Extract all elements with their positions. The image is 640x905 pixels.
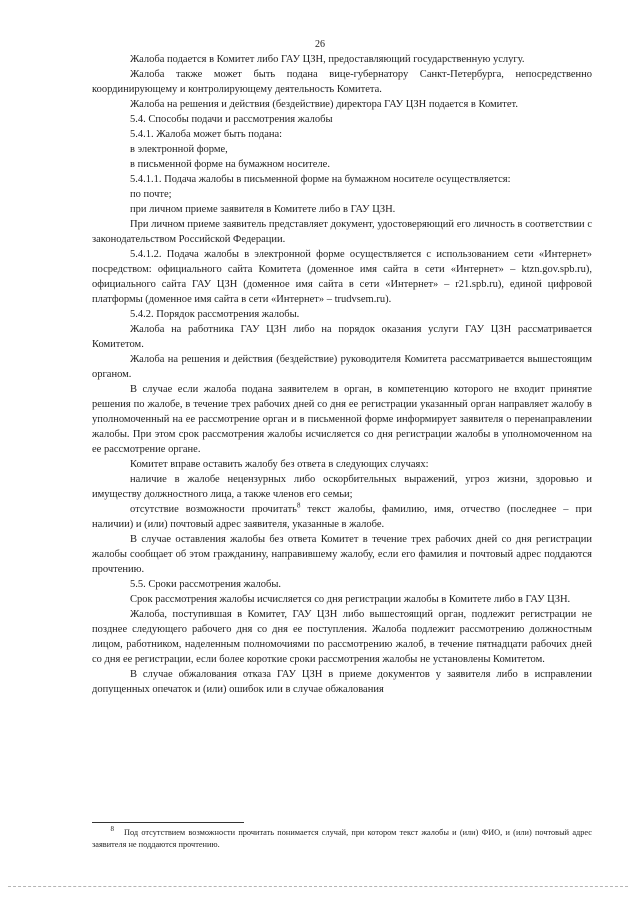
paragraph: Срок рассмотрения жалобы исчисляется со дня регистрации жалобы в Комитете либо в ГАУ ЦЗН.: [130, 594, 571, 605]
footnote-ref: 8: [296, 501, 301, 510]
paragraph-text: текст жалобы, фамилию, имя, отчество (последнее – при наличии) и (или) почтовый адрес заявителя, указанные в жалобе.: [92, 504, 592, 530]
section-heading: 5.4.2. Порядок рассмотрения жалобы.: [130, 309, 300, 320]
section-heading: 5.4. Способы подачи и рассмотрения жалобы: [130, 114, 333, 125]
paragraph: Жалоба на решения и действия (бездействие) директора ГАУ ЦЗН подается в Комитет.: [130, 99, 518, 110]
paragraph: При личном приеме заявитель представляет документ, удостоверяющий его личность в соответствии с законодательством Российской Федерации.: [92, 219, 592, 245]
footnote-text: Под отсутствием возможности прочитать понимается случай, при котором текст жалобы и (или) ФИО, и (или) почтовый адрес заявителя не поддаются прочтению.: [92, 828, 592, 849]
paragraph-text: отсутствие возможности прочитать: [130, 504, 297, 515]
paragraph: В случае если жалоба подана заявителем в орган, в компетенцию которого не входит принятие решения по жалобе, в течение трех рабочих дней со дня ее регистрации указанный орган направляет жалобу в уполномоченный на ее рассмотрение орган и в письменной форме информирует заявителя о перенаправлении жалобы. При этом срок рассмотрения жалобы исчисляется со дня регистрации жалобы в уполномоченном на ее рассмотрение органе.: [92, 384, 592, 455]
paragraph: Жалоба, поступившая в Комитет, ГАУ ЦЗН либо вышестоящий орган, подлежит регистрации не позднее следующего рабочего дня со дня ее поступления. Жалоба подлежит рассмотрению должностным лицом, работником, наделенным полномочиями по рассмотрению жалоб, в течение пятнадцати рабочих дней со дня ее регистрации, если более короткие сроки рассмотрения жалобы не установлены Комитетом.: [92, 609, 592, 665]
paragraph: В случае обжалования отказа ГАУ ЦЗН в приеме документов у заявителя либо в исправлении допущенных опечаток и (или) ошибок или в случае обжалования: [92, 669, 592, 695]
paragraph: В случае оставления жалобы без ответа Комитет в течение трех рабочих дней со дня регистрации жалобы сообщает об этом гражданину, направившему жалобу, если его фамилия и почтовый адрес поддаются прочтению.: [92, 534, 592, 575]
paragraph: Комитет вправе оставить жалобу без ответа в следующих случаях:: [130, 459, 429, 470]
paragraph: Жалоба подается в Комитет либо ГАУ ЦЗН, предоставляющий государственную услугу.: [130, 54, 525, 65]
paragraph: Жалоба на работника ГАУ ЦЗН либо на порядок оказания услуги ГАУ ЦЗН рассматривается Комитетом.: [92, 324, 592, 350]
list-item: в электронной форме,: [130, 144, 228, 155]
list-item: по почте;: [130, 189, 172, 200]
footnote-divider: [92, 822, 244, 823]
list-item: при личном приеме заявителя в Комитете либо в ГАУ ЦЗН.: [130, 204, 396, 215]
paragraph: Жалоба также может быть подана вице-губернатору Санкт-Петербурга, непосредственно координирующему и контролирующему деятельность Комитета.: [92, 69, 592, 95]
paragraph: 5.4.1.1. Подача жалобы в письменной форме на бумажном носителе осуществляется:: [130, 174, 511, 185]
paragraph: Жалоба на решения и действия (бездействие) руководителя Комитета рассматривается вышестоящим органом.: [92, 354, 592, 380]
paragraph: 5.4.1.2. Подача жалобы в электронной форме осуществляется с использованием сети «Интернет» посредством: официального сайта Комитета (доменное имя сайта в сети «Интернет» – ktzn.gov.spb.ru), официального сайта ГАУ ЦЗН (доменное имя сайта в сети «Интернет» – r21.spb.ru), единой цифровой платформы (доменное имя сайта в сети «Интернет» – trudvsem.ru).: [92, 249, 592, 305]
scan-artifact-line: [8, 886, 628, 887]
paragraph: 5.4.1. Жалоба может быть подана:: [130, 129, 283, 140]
page-number: 26: [315, 39, 325, 50]
list-item: в письменной форме на бумажном носителе.: [130, 159, 330, 170]
footnote: $^8$ Под отсутствием возможности прочитать понимается случай, при котором текст жалобы и (или) ФИО, и (или) почтовый адрес заявителя не поддаются прочтению.: [92, 825, 592, 849]
document-body: [92, 52, 592, 697]
paragraph: наличие в жалобе нецензурных либо оскорбительных выражений, угроз жизни, здоровью и имуществу должностного лица, а также членов его семьи;: [92, 474, 592, 500]
paragraph-with-footnote: [92, 502, 592, 532]
section-heading: 5.5. Сроки рассмотрения жалобы.: [130, 579, 282, 590]
